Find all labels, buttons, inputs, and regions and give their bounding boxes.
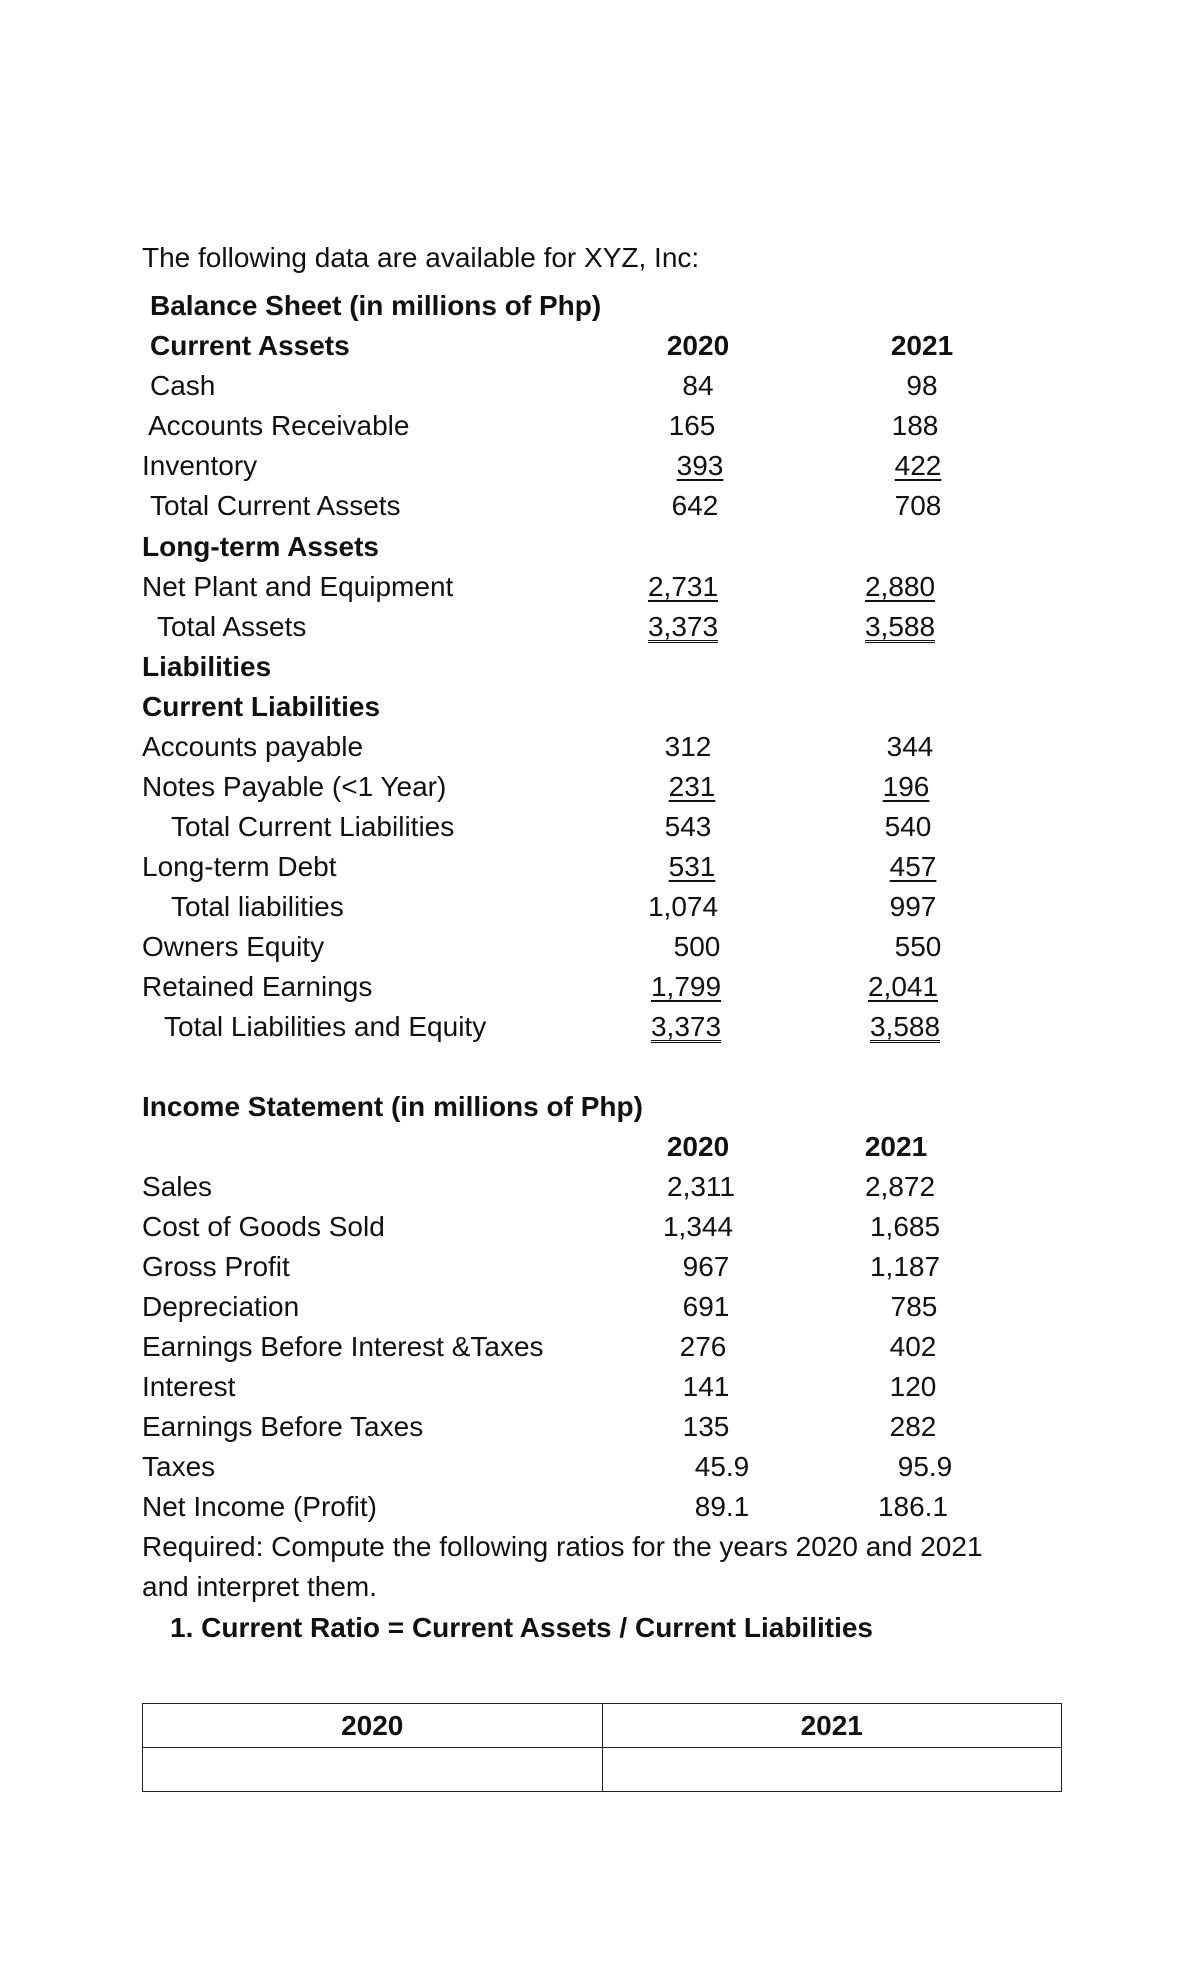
is-row-label: Sales <box>142 1171 213 1202</box>
current-liabilities-heading: Current Liabilities <box>142 691 381 722</box>
is-row-label: Earnings Before Interest &Taxes <box>142 1331 544 1362</box>
is-row-2021: 1,685 <box>869 1211 941 1242</box>
is-year-2021: 2021 <box>864 1131 928 1162</box>
is-row-2020: 141 <box>682 1371 730 1402</box>
bs-row-2020: 2,731 <box>647 571 719 602</box>
is-row-2020: 45.9 <box>694 1451 750 1482</box>
answer-table-header-row <box>143 1704 1062 1748</box>
bs-year-2021: 2021 <box>890 330 954 361</box>
is-row-label: Taxes <box>142 1451 216 1482</box>
required-line-2: and interpret them. <box>142 1571 378 1602</box>
is-row-2020: 967 <box>682 1251 730 1282</box>
bs-row-label: Owners Equity <box>142 931 325 962</box>
answer-table-row <box>143 1748 1062 1792</box>
bs-row-2020: 543 <box>664 811 712 842</box>
balance-sheet-title: Balance Sheet (in millions of Php) <box>150 290 602 321</box>
answer-cell-2020[interactable] <box>143 1748 603 1792</box>
bs-row-2021: 708 <box>894 490 942 521</box>
required-line-1: Required: Compute the following ratios for the years 2020 and 2021 <box>142 1531 983 1562</box>
is-row-2021: 402 <box>889 1331 937 1362</box>
bs-row-label: Long-term Debt <box>142 851 337 882</box>
bs-row-label: Notes Payable (<1 Year) <box>142 771 447 802</box>
bs-row-2020: 231 <box>668 771 716 802</box>
is-row-label: Net Income (Profit) <box>142 1491 377 1522</box>
bs-row-2020: 1,799 <box>650 971 722 1002</box>
is-row-label: Cost of Goods Sold <box>142 1211 385 1242</box>
is-row-2021: 186.1 <box>877 1491 949 1522</box>
is-row-2020: 135 <box>682 1411 730 1442</box>
income-statement-title: Income Statement (in millions of Php) <box>142 1091 643 1122</box>
is-row-2021: 1,187 <box>869 1251 941 1282</box>
bs-row-2020: 3,373 <box>647 611 719 642</box>
bs-row-2021: 2,041 <box>867 971 939 1002</box>
answer-col-2021: 2021 <box>602 1704 1062 1748</box>
liabilities-heading: Liabilities <box>142 651 272 682</box>
bs-row-2021: 550 <box>894 931 942 962</box>
is-row-label: Earnings Before Taxes <box>142 1411 424 1442</box>
bs-row-label: Accounts payable <box>142 731 364 762</box>
bs-row-2020: 84 <box>682 370 714 401</box>
bs-row-label: Retained Earnings <box>142 971 373 1002</box>
long-term-assets-heading: Long-term Assets <box>142 531 380 562</box>
bs-row-label: Cash <box>150 370 216 401</box>
bs-row-label: Total Current Liabilities <box>171 811 455 842</box>
bs-row-label: Accounts Receivable <box>148 410 410 441</box>
bs-row-2021: 98 <box>906 370 938 401</box>
bs-row-label: Net Plant and Equipment <box>142 571 454 602</box>
bs-row-2020: 531 <box>668 851 716 882</box>
is-row-label: Interest <box>142 1371 236 1402</box>
is-row-2020: 1,344 <box>662 1211 734 1242</box>
is-row-label: Depreciation <box>142 1291 300 1322</box>
bs-row-2021: 2,880 <box>864 571 936 602</box>
bs-row-2021: 3,588 <box>864 611 936 642</box>
bs-row-2021: 188 <box>891 410 939 441</box>
bs-row-label: Total Liabilities and Equity <box>164 1011 487 1042</box>
is-row-2020: 2,311 <box>667 1171 735 1202</box>
bs-row-2020: 393 <box>676 450 724 481</box>
answer-table <box>142 1703 1062 1792</box>
bs-row-2021: 3,588 <box>869 1011 941 1042</box>
bs-row-label: Total Current Assets <box>150 490 401 521</box>
bs-row-2020: 1,074 <box>647 891 719 922</box>
bs-row-label: Total Assets <box>157 611 307 642</box>
answer-cell-2021[interactable] <box>602 1748 1062 1792</box>
is-year-2020: 2020 <box>666 1131 730 1162</box>
bs-row-2021: 344 <box>886 731 934 762</box>
is-row-2021: 785 <box>890 1291 938 1322</box>
bs-row-label: Total liabilities <box>171 891 344 922</box>
is-row-2021: 120 <box>889 1371 937 1402</box>
bs-row-2021: 196 <box>882 771 930 802</box>
bs-row-2020: 3,373 <box>650 1011 722 1042</box>
is-row-label: Gross Profit <box>142 1251 290 1282</box>
is-row-2021: 282 <box>889 1411 937 1442</box>
current-assets-heading: Current Assets <box>150 330 350 361</box>
bs-row-2021: 422 <box>894 450 942 481</box>
bs-row-2020: 500 <box>673 931 721 962</box>
bs-row-2020: 642 <box>671 490 719 521</box>
is-row-2020: 89.1 <box>694 1491 750 1522</box>
is-row-2020: 691 <box>682 1291 730 1322</box>
is-row-2020: 276 <box>679 1331 727 1362</box>
answer-col-2020: 2020 <box>143 1704 603 1748</box>
bs-row-2021: 997 <box>889 891 937 922</box>
bs-row-label: Inventory <box>142 450 258 481</box>
bs-row-2020: 312 <box>664 731 712 762</box>
bs-row-2021: 540 <box>884 811 932 842</box>
bs-year-2020: 2020 <box>666 330 730 361</box>
bs-row-2020: 165 <box>668 410 716 441</box>
bs-row-2021: 457 <box>889 851 937 882</box>
is-row-2021: 95.9 <box>897 1451 953 1482</box>
is-row-2021: 2,872 <box>864 1171 936 1202</box>
intro-text: The following data are available for XYZ, Inc: <box>142 242 700 273</box>
question-1: 1. Current Ratio = Current Assets / Current Liabilities <box>170 1612 874 1643</box>
